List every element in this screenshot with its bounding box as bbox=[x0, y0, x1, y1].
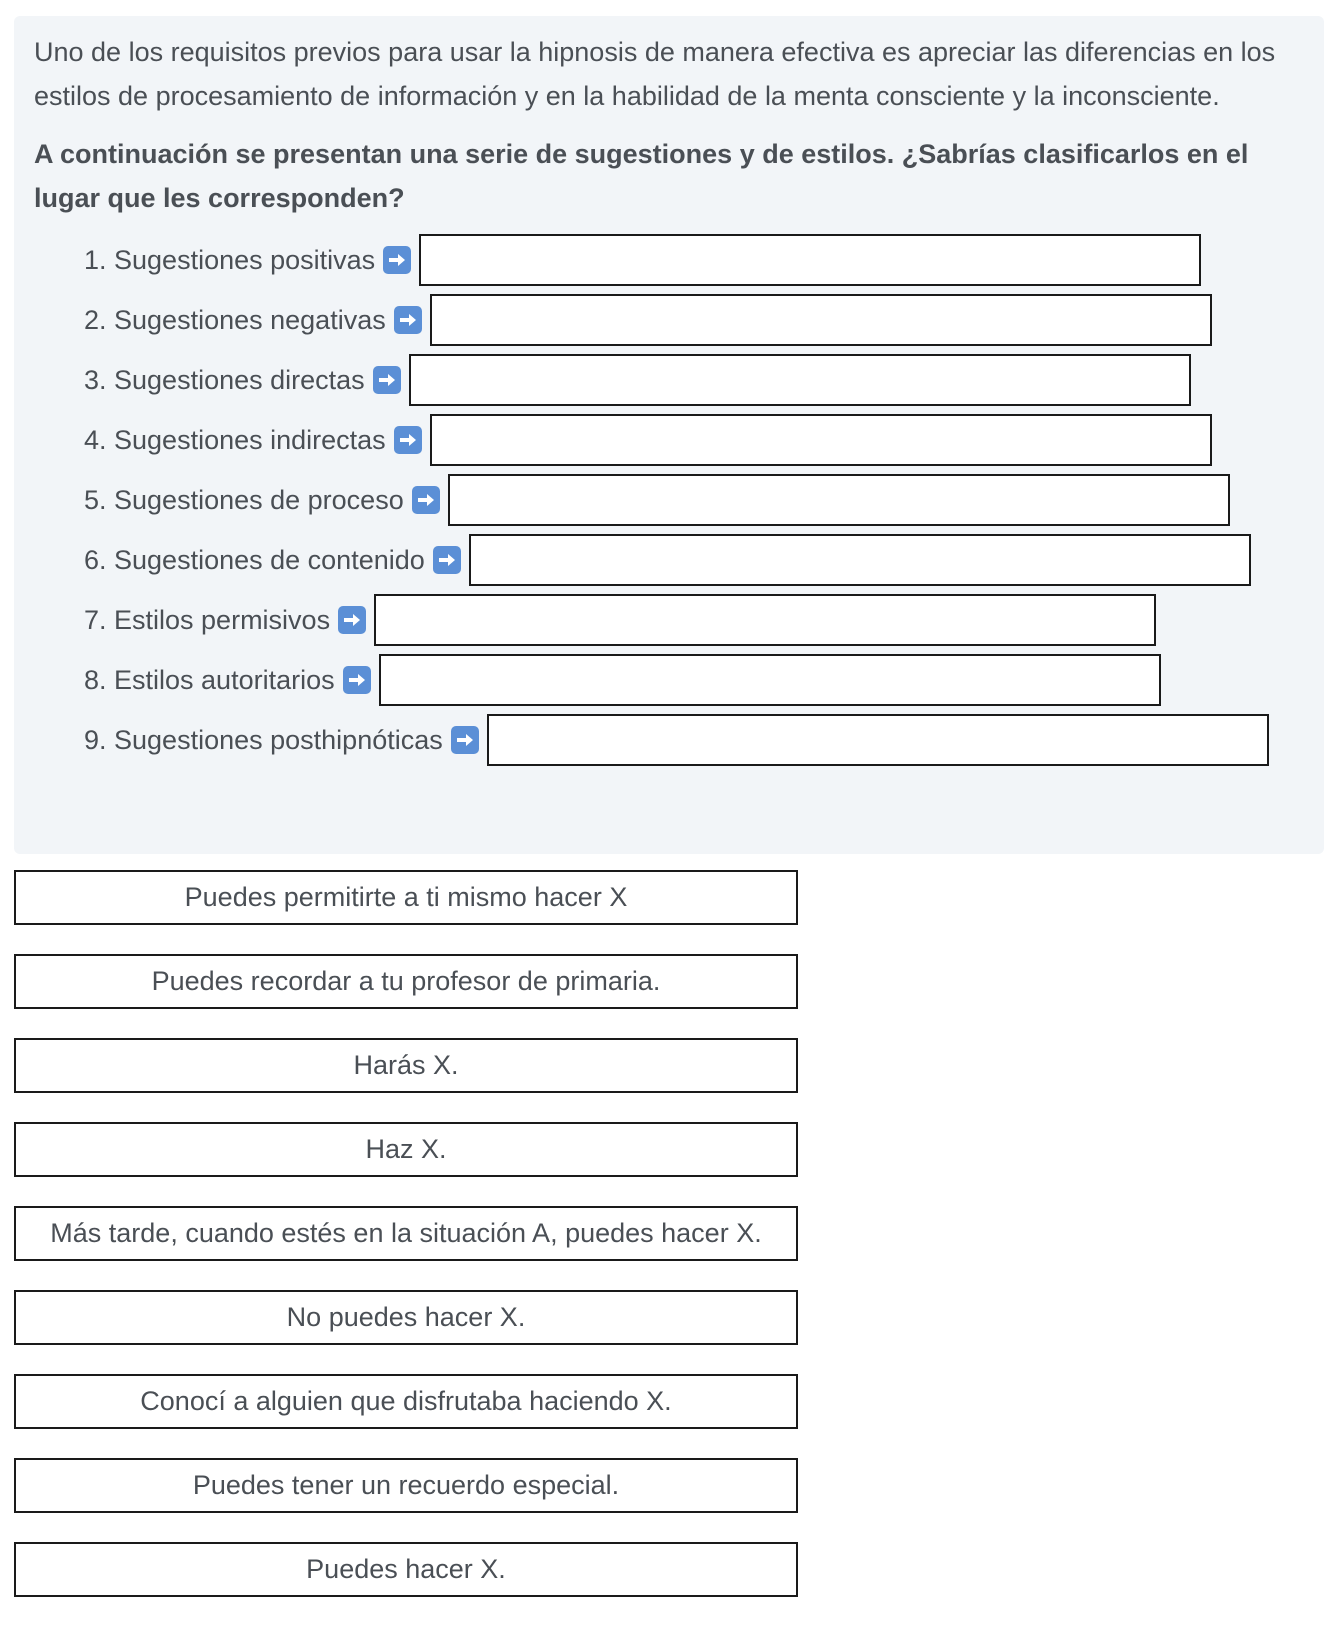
arrow-right-icon bbox=[343, 666, 371, 694]
arrow-right-icon bbox=[412, 486, 440, 514]
arrow-right-icon bbox=[373, 366, 401, 394]
draggable-option[interactable]: Puedes permitirte a ti mismo hacer X bbox=[14, 870, 798, 925]
category-item bbox=[84, 354, 1304, 406]
drop-zone-6[interactable] bbox=[469, 534, 1251, 586]
category-label: 4. Sugestiones indirectas bbox=[84, 424, 386, 455]
draggable-option[interactable]: No puedes hacer X. bbox=[14, 1290, 798, 1345]
category-label: 5. Sugestiones de proceso bbox=[84, 484, 404, 515]
draggable-option[interactable]: Más tarde, cuando estés en la situación A, puedes hacer X. bbox=[14, 1206, 798, 1261]
draggable-option[interactable]: Puedes tener un recuerdo especial. bbox=[14, 1458, 798, 1513]
drop-zone-9[interactable] bbox=[487, 714, 1269, 766]
category-label: 9. Sugestiones posthipnóticas bbox=[84, 724, 443, 755]
question-panel bbox=[14, 16, 1324, 854]
category-item bbox=[84, 414, 1304, 466]
arrow-right-icon bbox=[451, 726, 479, 754]
arrow-right-icon bbox=[338, 606, 366, 634]
category-list bbox=[34, 234, 1304, 766]
category-label: 1. Sugestiones positivas bbox=[84, 244, 376, 275]
drop-zone-7[interactable] bbox=[374, 594, 1156, 646]
category-label: 3. Sugestiones directas bbox=[84, 364, 365, 395]
draggable-option[interactable]: Puedes recordar a tu profesor de primaria. bbox=[14, 954, 798, 1009]
category-item bbox=[84, 594, 1304, 646]
category-label: 7. Estilos permisivos bbox=[84, 604, 331, 635]
question-prompt: A continuación se presentan una serie de sugestiones y de estilos. ¿Sabrías clasificarlos en el lugar que les corresponden? bbox=[34, 139, 1249, 213]
category-item bbox=[84, 714, 1304, 766]
category-item bbox=[84, 654, 1304, 706]
arrow-right-icon bbox=[433, 546, 461, 574]
category-item bbox=[84, 234, 1304, 286]
category-item bbox=[84, 294, 1304, 346]
draggable-option[interactable]: Haz X. bbox=[14, 1122, 798, 1177]
drop-zone-1[interactable] bbox=[419, 234, 1201, 286]
draggable-option[interactable]: Harás X. bbox=[14, 1038, 798, 1093]
drop-zone-4[interactable] bbox=[430, 414, 1212, 466]
category-label: 2. Sugestiones negativas bbox=[84, 304, 386, 335]
category-item bbox=[84, 474, 1304, 526]
drop-zone-3[interactable] bbox=[409, 354, 1191, 406]
arrow-right-icon bbox=[394, 306, 422, 334]
draggable-option[interactable]: Conocí a alguien que disfrutaba haciendo X. bbox=[14, 1374, 798, 1429]
arrow-right-icon bbox=[394, 426, 422, 454]
category-item bbox=[84, 534, 1304, 586]
drop-zone-8[interactable] bbox=[379, 654, 1161, 706]
question-intro: Uno de los requisitos previos para usar la hipnosis de manera efectiva es apreciar las diferencias en los estilos de procesamiento de información y en la habilidad de la menta consciente y la inconsciente. bbox=[34, 37, 1276, 111]
draggable-options bbox=[14, 870, 798, 1626]
drop-zone-2[interactable] bbox=[430, 294, 1212, 346]
category-label: 8. Estilos autoritarios bbox=[84, 664, 335, 695]
category-label: 6. Sugestiones de contenido bbox=[84, 544, 425, 575]
draggable-option[interactable]: Puedes hacer X. bbox=[14, 1542, 798, 1597]
arrow-right-icon bbox=[383, 246, 411, 274]
drop-zone-5[interactable] bbox=[448, 474, 1230, 526]
